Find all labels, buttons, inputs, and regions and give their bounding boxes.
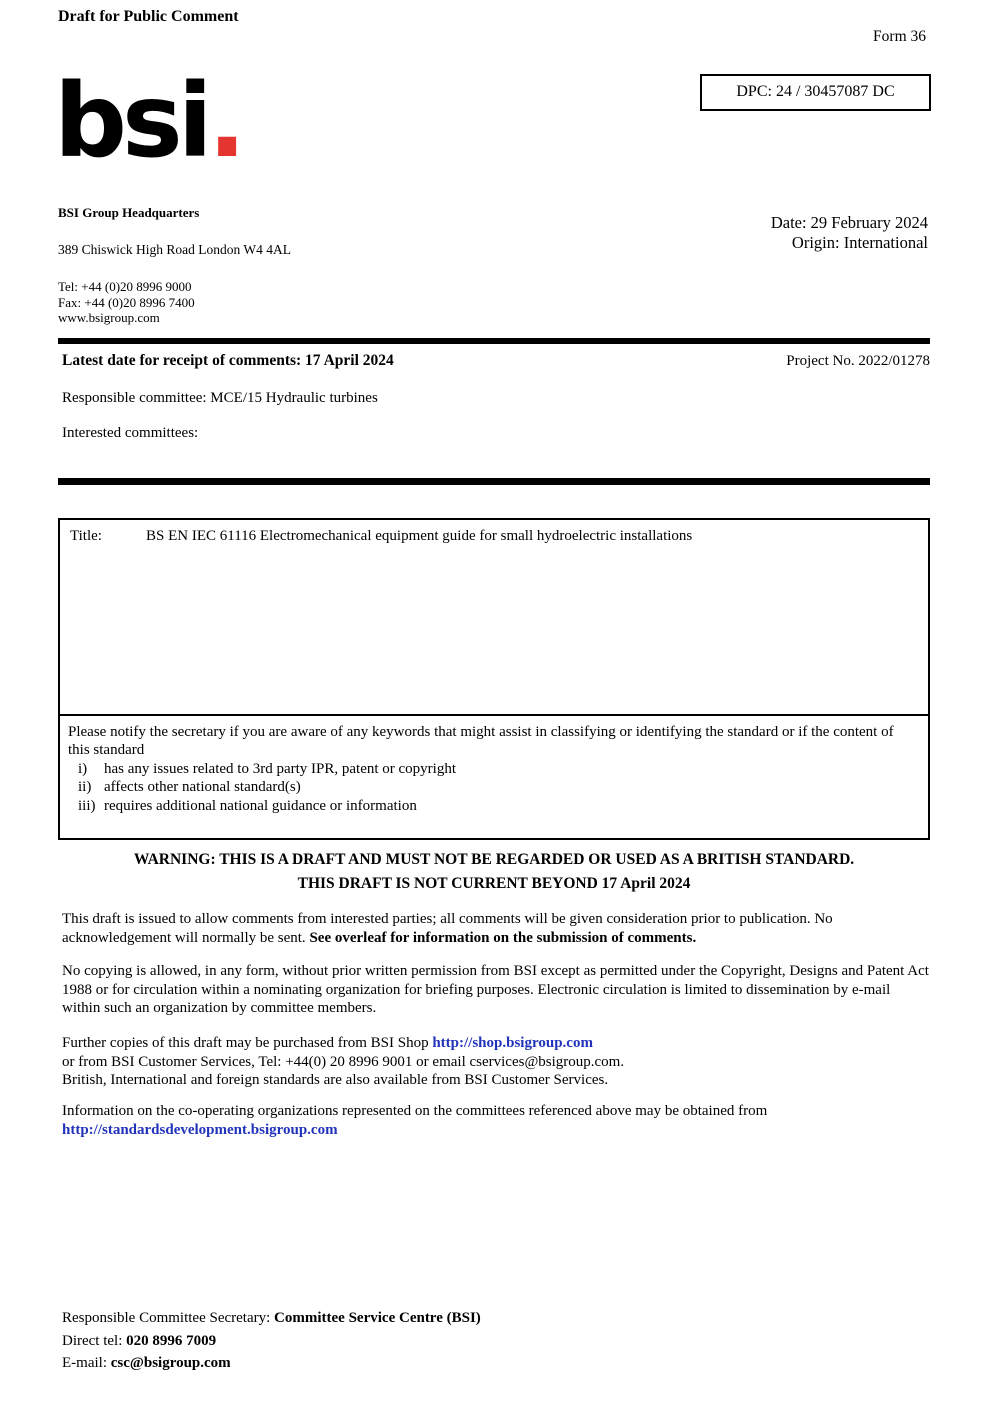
keywords-item-1-text: has any issues related to 3rd party IPR, patent or copyright xyxy=(104,760,457,777)
paragraph-comments-consideration xyxy=(62,910,930,947)
paragraph-no-copying: No copying is allowed, in any form, without prior written permission from BSI except as permitted under the Copyright, Designs and Patent Act 1988 or for circulation within a nominating organization for briefing purposes. Electronic circulation is limited to dissemination by e-mail within such an organization by committee members. xyxy=(62,963,929,1016)
keywords-item-2-num: ii) xyxy=(78,779,92,795)
keywords-intro: Please notify the secretary if you are aware of any keywords that might assist in classifying or identifying the standard or if the content of this standard xyxy=(68,724,894,758)
latest-date-label: Latest date for receipt of comments: 17 April 2024 xyxy=(62,352,394,369)
title-box xyxy=(58,518,930,716)
tel-line: Tel: +44 (0)20 8996 9000 xyxy=(58,279,192,294)
headquarters-label: BSI Group Headquarters xyxy=(58,205,200,220)
keywords-item-3 xyxy=(78,797,918,815)
standards-development-link[interactable]: http://standardsdevelopment.bsigroup.com xyxy=(62,1121,338,1138)
keywords-notice-box xyxy=(58,714,930,840)
email-line xyxy=(62,1352,481,1375)
divider-bar-top xyxy=(58,338,930,344)
direct-tel-label: Direct tel: xyxy=(62,1332,127,1349)
keywords-item-1 xyxy=(78,760,918,778)
bsi-logo-dot: . xyxy=(207,62,247,181)
interested-committees-line: Interested committees: xyxy=(62,425,199,441)
draft-warning xyxy=(58,848,930,896)
address-block xyxy=(58,205,291,326)
comments-deadline-row xyxy=(58,352,930,370)
date-origin-block xyxy=(771,213,928,253)
paragraph-3-prefix: Further copies of this draft may be purchased from BSI Shop xyxy=(62,1035,433,1051)
draft-warning-line-2: THIS DRAFT IS NOT CURRENT BEYOND 17 April 2024 xyxy=(297,875,691,892)
footer-contact-block xyxy=(62,1307,481,1375)
paragraph-3-line-3: British, International and foreign standards are also available from BSI Customer Services. xyxy=(62,1072,609,1088)
fax-line: Fax: +44 (0)20 8996 7400 xyxy=(58,294,195,310)
responsible-committee-line: Responsible committee: MCE/15 Hydraulic turbines xyxy=(62,390,378,406)
direct-tel-value: 020 8996 7009 xyxy=(126,1332,217,1349)
origin-line: Origin: International xyxy=(791,233,928,252)
bsi-logo-text: bsi xyxy=(54,62,208,181)
form-number: Form 36 xyxy=(873,28,926,45)
dpc-number-box xyxy=(700,74,931,111)
title-text: BS EN IEC 61116 Electromechanical equipment guide for small hydroelectric installations xyxy=(146,528,693,544)
paragraph-1-bold: See overleaf for information on the submission of comments. xyxy=(309,929,697,946)
secretary-label: Responsible Committee Secretary: xyxy=(62,1310,275,1326)
website-line: www.bsigroup.com xyxy=(58,310,160,325)
secretary-line xyxy=(62,1307,481,1330)
date-line: Date: 29 February 2024 xyxy=(770,213,928,232)
keywords-item-2 xyxy=(78,778,918,796)
bsi-shop-link[interactable]: http://shop.bsigroup.com xyxy=(432,1035,593,1051)
email-label: E-mail: xyxy=(62,1355,111,1371)
paragraph-1-text: This draft is issued to allow comments from interested parties; all comments will be given consideration prior to publication. No acknowledgement will normally be sent. xyxy=(62,911,833,946)
paragraph-3-line-1 xyxy=(62,1034,930,1053)
secretary-value: Committee Service Centre (BSI) xyxy=(274,1310,481,1326)
keywords-item-3-text: requires additional national guidance or information xyxy=(104,797,417,814)
draft-warning-line-1: WARNING: THIS IS A DRAFT AND MUST NOT BE REGARDED OR USED AS A BRITISH STANDARD. xyxy=(133,851,855,868)
bsi-logo xyxy=(54,62,247,181)
keywords-item-2-text: affects other national standard(s) xyxy=(104,779,301,795)
direct-tel-line xyxy=(62,1330,481,1353)
email-value: csc@bsigroup.com xyxy=(110,1355,231,1371)
paragraph-cooperating-orgs xyxy=(62,1102,930,1139)
paragraph-further-copies xyxy=(62,1034,930,1090)
address-line: 389 Chiswick High Road London W4 4AL xyxy=(58,242,291,257)
paragraph-4-text: Information on the co-operating organizations represented on the committees referenced above may be obtained from xyxy=(62,1103,768,1119)
dpc-number-text: DPC: 24 / 30457087 DC xyxy=(736,83,895,100)
keywords-item-3-num: iii) xyxy=(78,797,96,814)
draft-for-public-comment-label: Draft for Public Comment xyxy=(58,8,239,25)
divider-bar-middle xyxy=(58,478,930,485)
keywords-item-1-num: i) xyxy=(78,760,88,777)
project-number: Project No. 2022/01278 xyxy=(786,353,930,369)
title-label: Title: xyxy=(70,528,102,544)
paragraph-3-line-2: or from BSI Customer Services, Tel: +44(0) 20 8996 9001 or email cservices@bsigroup.com. xyxy=(62,1053,625,1070)
